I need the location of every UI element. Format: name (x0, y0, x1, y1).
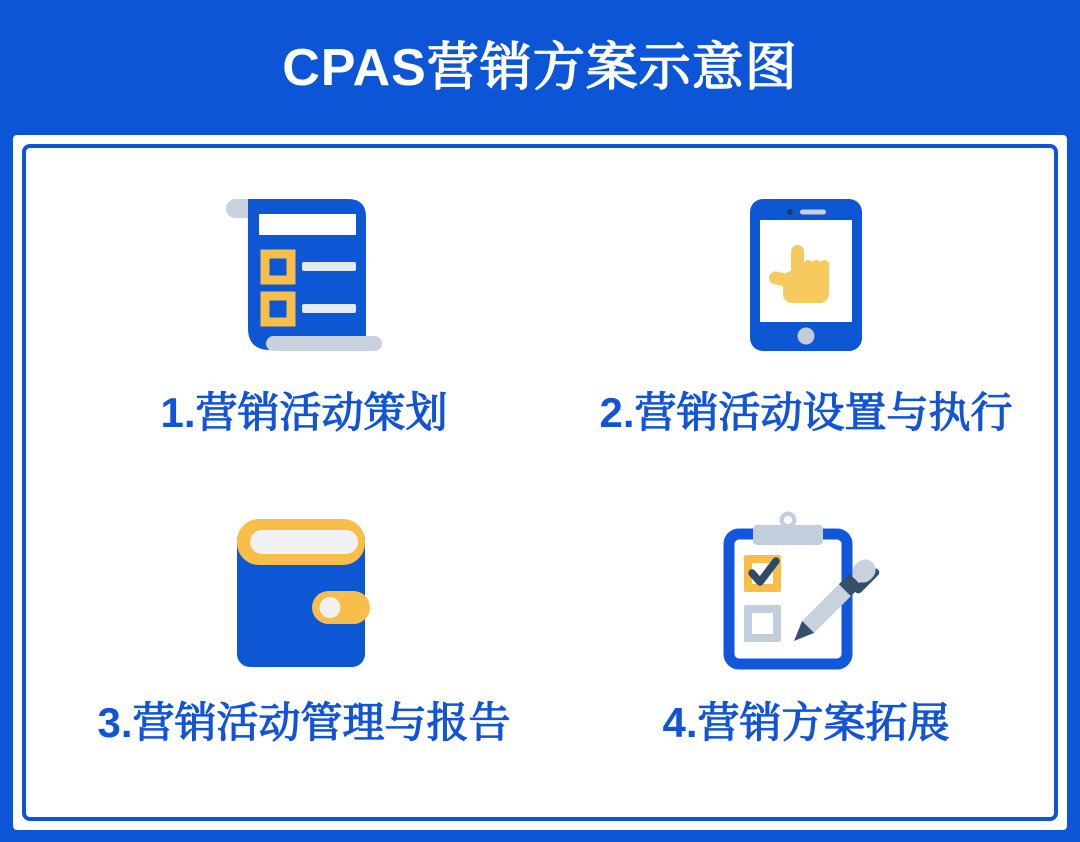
step-label-2: 2.营销活动设置与执行 (599, 389, 1013, 436)
page-title: CPAS营销方案示意图 (282, 38, 798, 97)
step-label-1: 1.营销活动策划 (160, 389, 448, 436)
tablet-tap-icon (750, 199, 862, 351)
wallet-icon (237, 519, 371, 667)
step-label-3: 3.营销活动管理与报告 (97, 699, 511, 747)
step-item-3 (53, 436, 555, 746)
step-label-4: 4.营销方案拓展 (662, 699, 950, 747)
scroll-list-icon (226, 199, 382, 351)
step-item-1 (53, 135, 555, 436)
content-panel (13, 135, 1067, 830)
steps-grid (53, 135, 1057, 830)
clipboard-pen-icon (714, 511, 899, 676)
step-item-2 (555, 135, 1057, 436)
step-item-4 (555, 436, 1057, 746)
header-banner (0, 0, 1080, 135)
